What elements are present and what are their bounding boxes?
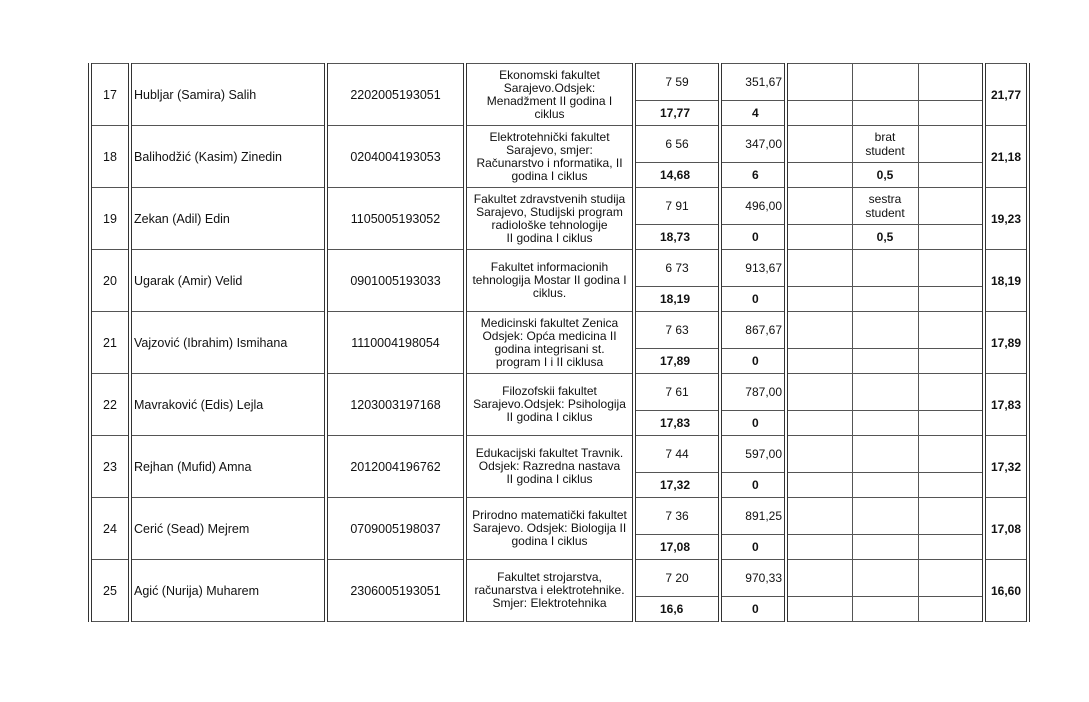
jmbg-cell: 2306005193051 bbox=[326, 560, 465, 622]
grade-average-cell: 7 91 bbox=[634, 188, 720, 225]
ranking-table-sheet bbox=[88, 63, 1030, 622]
criteria-empty-cell bbox=[918, 64, 984, 101]
grade-points-cell: 18,19 bbox=[634, 287, 720, 312]
income-points-cell: 0 bbox=[720, 287, 786, 312]
faculty-line: Menadžment II godina I bbox=[486, 93, 613, 108]
faculty-line: Sarajevo. Odsjek: Biologija II bbox=[472, 521, 627, 535]
rank-cell: 23 bbox=[90, 436, 130, 498]
criteria-empty-cell bbox=[918, 349, 984, 374]
social-points-cell: 0,5 bbox=[852, 225, 918, 250]
rank-cell: 18 bbox=[90, 126, 130, 188]
income-points-cell: 0 bbox=[720, 597, 786, 622]
criteria-empty-cell bbox=[918, 188, 984, 225]
income-points-cell: 0 bbox=[720, 535, 786, 560]
grade-average-cell: 6 73 bbox=[634, 250, 720, 287]
student-name-cell: Vajzović (Ibrahim) Ismihana bbox=[130, 312, 326, 374]
grade-points-cell: 14,68 bbox=[634, 163, 720, 188]
criteria-empty-cell bbox=[786, 411, 852, 436]
rank-cell: 21 bbox=[90, 312, 130, 374]
criteria-empty-cell bbox=[918, 287, 984, 312]
faculty-line: Edukacijski fakultet Travnik. bbox=[475, 446, 624, 460]
faculty-cell bbox=[465, 188, 634, 250]
faculty-cell bbox=[465, 436, 634, 498]
faculty-line: godina I ciklus bbox=[511, 534, 588, 548]
total-points-cell: 16,60 bbox=[984, 560, 1028, 622]
criteria-empty-cell bbox=[786, 535, 852, 560]
social-note-cell bbox=[852, 436, 918, 473]
table-row bbox=[90, 374, 1028, 411]
criteria-empty-cell bbox=[918, 163, 984, 188]
grade-average-cell: 7 59 bbox=[634, 64, 720, 101]
criteria-empty-cell bbox=[918, 535, 984, 560]
faculty-line: Odsjek: Razredna nastava bbox=[478, 459, 621, 473]
faculty-line: tehnologija Mostar II godina I bbox=[472, 273, 627, 287]
criteria-empty-cell bbox=[786, 312, 852, 349]
criteria-empty-cell bbox=[786, 225, 852, 250]
income-points-cell: 0 bbox=[720, 349, 786, 374]
jmbg-cell: 1105005193052 bbox=[326, 188, 465, 250]
student-name-cell: Balihodžić (Kasim) Zinedin bbox=[130, 126, 326, 188]
income-cell: 347,00 bbox=[720, 126, 786, 163]
rank-cell: 20 bbox=[90, 250, 130, 312]
student-name-cell: Cerić (Sead) Mejrem bbox=[130, 498, 326, 560]
faculty-cell bbox=[465, 374, 634, 436]
faculty-line: II godina I ciklus bbox=[506, 472, 593, 486]
criteria-empty-cell bbox=[918, 411, 984, 436]
social-note-cell bbox=[852, 126, 918, 163]
social-note-cell bbox=[852, 498, 918, 535]
grade-points-cell: 17,77 bbox=[634, 101, 720, 126]
student-name-cell: Rejhan (Mufid) Amna bbox=[130, 436, 326, 498]
note-word: student bbox=[865, 206, 905, 220]
faculty-cell bbox=[465, 250, 634, 312]
criteria-empty-cell bbox=[918, 560, 984, 597]
faculty-line: Fakultet strojarstva, bbox=[497, 570, 602, 584]
criteria-empty-cell bbox=[786, 498, 852, 535]
social-points-cell bbox=[852, 287, 918, 312]
criteria-empty-cell bbox=[918, 250, 984, 287]
criteria-empty-cell bbox=[786, 436, 852, 473]
criteria-empty-cell bbox=[786, 64, 852, 101]
grade-points-cell: 18,73 bbox=[634, 225, 720, 250]
faculty-line: Prirodno matematički fakultet bbox=[472, 508, 627, 522]
jmbg-cell: 0204004193053 bbox=[326, 126, 465, 188]
table-row bbox=[90, 250, 1028, 287]
total-points-cell: 17,83 bbox=[984, 374, 1028, 436]
jmbg-cell: 2202005193051 bbox=[326, 64, 465, 126]
faculty-cell bbox=[465, 126, 634, 188]
table-row bbox=[90, 188, 1028, 225]
rank-cell: 17 bbox=[90, 64, 130, 126]
rank-cell: 24 bbox=[90, 498, 130, 560]
social-note-cell bbox=[852, 250, 918, 287]
table-row bbox=[90, 312, 1028, 349]
income-cell: 787,00 bbox=[720, 374, 786, 411]
social-note-cell bbox=[852, 188, 918, 225]
total-points-cell: 17,32 bbox=[984, 436, 1028, 498]
criteria-empty-cell bbox=[918, 597, 984, 622]
criteria-empty-cell bbox=[786, 473, 852, 498]
total-points-cell: 17,08 bbox=[984, 498, 1028, 560]
jmbg-cell: 0709005198037 bbox=[326, 498, 465, 560]
grade-average-cell: 7 61 bbox=[634, 374, 720, 411]
social-points-cell bbox=[852, 411, 918, 436]
grade-points-cell: 17,08 bbox=[634, 535, 720, 560]
faculty-line: godina integrisani st. bbox=[494, 341, 605, 356]
income-points-cell: 6 bbox=[720, 163, 786, 188]
social-note-cell bbox=[852, 64, 918, 101]
social-note-cell bbox=[852, 560, 918, 597]
criteria-empty-cell bbox=[786, 597, 852, 622]
faculty-line: Sarajevo, Studijski program bbox=[476, 204, 623, 219]
income-cell: 970,33 bbox=[720, 560, 786, 597]
income-cell: 351,67 bbox=[720, 64, 786, 101]
criteria-empty-cell bbox=[786, 250, 852, 287]
criteria-empty-cell bbox=[918, 312, 984, 349]
social-note-cell bbox=[852, 374, 918, 411]
student-name-cell: Ugarak (Amir) Velid bbox=[130, 250, 326, 312]
social-note-cell bbox=[852, 312, 918, 349]
income-points-cell: 0 bbox=[720, 225, 786, 250]
grade-points-cell: 17,32 bbox=[634, 473, 720, 498]
income-cell: 913,67 bbox=[720, 250, 786, 287]
income-points-cell: 0 bbox=[720, 411, 786, 436]
student-name-cell: Zekan (Adil) Edin bbox=[130, 188, 326, 250]
income-points-cell: 0 bbox=[720, 473, 786, 498]
table-row bbox=[90, 560, 1028, 597]
faculty-line: II godina I ciklus bbox=[506, 410, 593, 424]
criteria-empty-cell bbox=[786, 560, 852, 597]
faculty-line: Medicinski fakultet Zenica bbox=[480, 315, 619, 330]
grade-average-cell: 6 56 bbox=[634, 126, 720, 163]
grade-average-cell: 7 20 bbox=[634, 560, 720, 597]
social-points-cell bbox=[852, 349, 918, 374]
grade-average-cell: 7 44 bbox=[634, 436, 720, 473]
jmbg-cell: 0901005193033 bbox=[326, 250, 465, 312]
faculty-cell bbox=[465, 560, 634, 622]
rank-cell: 19 bbox=[90, 188, 130, 250]
criteria-empty-cell bbox=[786, 126, 852, 163]
faculty-line: Elektrotehnički fakultet bbox=[489, 129, 610, 144]
social-points-cell bbox=[852, 473, 918, 498]
faculty-line: računarstva i elektrotehnike. bbox=[474, 583, 625, 597]
social-points-cell bbox=[852, 597, 918, 622]
criteria-empty-cell bbox=[786, 287, 852, 312]
income-cell: 891,25 bbox=[720, 498, 786, 535]
criteria-empty-cell bbox=[786, 188, 852, 225]
criteria-empty-cell bbox=[918, 101, 984, 126]
criteria-empty-cell bbox=[786, 163, 852, 188]
faculty-line: Sarajevo.Odsjek: bbox=[503, 80, 596, 95]
income-cell: 867,67 bbox=[720, 312, 786, 349]
jmbg-cell: 1110004198054 bbox=[326, 312, 465, 374]
student-name-cell: Agić (Nurija) Muharem bbox=[130, 560, 326, 622]
criteria-empty-cell bbox=[918, 225, 984, 250]
student-name-cell: Mavraković (Edis) Lejla bbox=[130, 374, 326, 436]
criteria-empty-cell bbox=[786, 101, 852, 126]
criteria-empty-cell bbox=[918, 436, 984, 473]
faculty-line: Filozofskii fakultet bbox=[502, 384, 597, 398]
faculty-line: ciklus bbox=[534, 106, 565, 121]
rank-cell: 22 bbox=[90, 374, 130, 436]
student-ranking-table bbox=[88, 63, 1030, 622]
grade-points-cell: 17,83 bbox=[634, 411, 720, 436]
faculty-line: Fakultet informacionih bbox=[490, 260, 609, 274]
social-points-cell bbox=[852, 535, 918, 560]
criteria-empty-cell bbox=[918, 473, 984, 498]
jmbg-cell: 2012004196762 bbox=[326, 436, 465, 498]
income-cell: 496,00 bbox=[720, 188, 786, 225]
faculty-line: II godina I ciklus bbox=[506, 230, 593, 245]
faculty-line: Računarstvo i nformatika, II bbox=[476, 155, 623, 170]
grade-average-cell: 7 63 bbox=[634, 312, 720, 349]
criteria-empty-cell bbox=[786, 374, 852, 411]
faculty-line: Sarajevo, smjer: bbox=[506, 142, 593, 157]
faculty-line: Odsjek: Opća medicina II bbox=[482, 328, 617, 343]
faculty-cell bbox=[465, 498, 634, 560]
criteria-empty-cell bbox=[918, 498, 984, 535]
faculty-line: radiološke tehnologije bbox=[491, 217, 608, 232]
note-word: sestra bbox=[868, 192, 902, 206]
table-row bbox=[90, 126, 1028, 163]
total-points-cell: 21,18 bbox=[984, 126, 1028, 188]
criteria-empty-cell bbox=[918, 126, 984, 163]
rank-cell: 25 bbox=[90, 560, 130, 622]
total-points-cell: 17,89 bbox=[984, 312, 1028, 374]
income-points-cell: 4 bbox=[720, 101, 786, 126]
total-points-cell: 18,19 bbox=[984, 250, 1028, 312]
grade-average-cell: 7 36 bbox=[634, 498, 720, 535]
table-row bbox=[90, 436, 1028, 473]
note-word: student bbox=[865, 144, 905, 158]
total-points-cell: 19,23 bbox=[984, 188, 1028, 250]
table-row bbox=[90, 64, 1028, 101]
faculty-line: Smjer: Elektrotehnika bbox=[492, 596, 607, 610]
faculty-line: Ekonomski fakultet bbox=[499, 67, 600, 82]
student-name-cell: Hubljar (Samira) Salih bbox=[130, 64, 326, 126]
faculty-cell bbox=[465, 312, 634, 374]
note-word: brat bbox=[874, 130, 896, 144]
income-cell: 597,00 bbox=[720, 436, 786, 473]
faculty-line: Sarajevo.Odsjek: Psihologija bbox=[473, 397, 626, 411]
faculty-line: godina I ciklus bbox=[511, 168, 588, 183]
social-points-cell bbox=[852, 101, 918, 126]
faculty-cell bbox=[465, 64, 634, 126]
criteria-empty-cell bbox=[786, 349, 852, 374]
jmbg-cell: 1203003197168 bbox=[326, 374, 465, 436]
faculty-line: program I i II ciklusa bbox=[495, 354, 604, 369]
grade-points-cell: 16,6 bbox=[634, 597, 720, 622]
social-points-cell: 0,5 bbox=[852, 163, 918, 188]
grade-points-cell: 17,89 bbox=[634, 349, 720, 374]
total-points-cell: 21,77 bbox=[984, 64, 1028, 126]
faculty-line: Fakultet zdravstvenih studija bbox=[473, 191, 626, 206]
table-row bbox=[90, 498, 1028, 535]
faculty-line: ciklus. bbox=[532, 286, 567, 300]
criteria-empty-cell bbox=[918, 374, 984, 411]
